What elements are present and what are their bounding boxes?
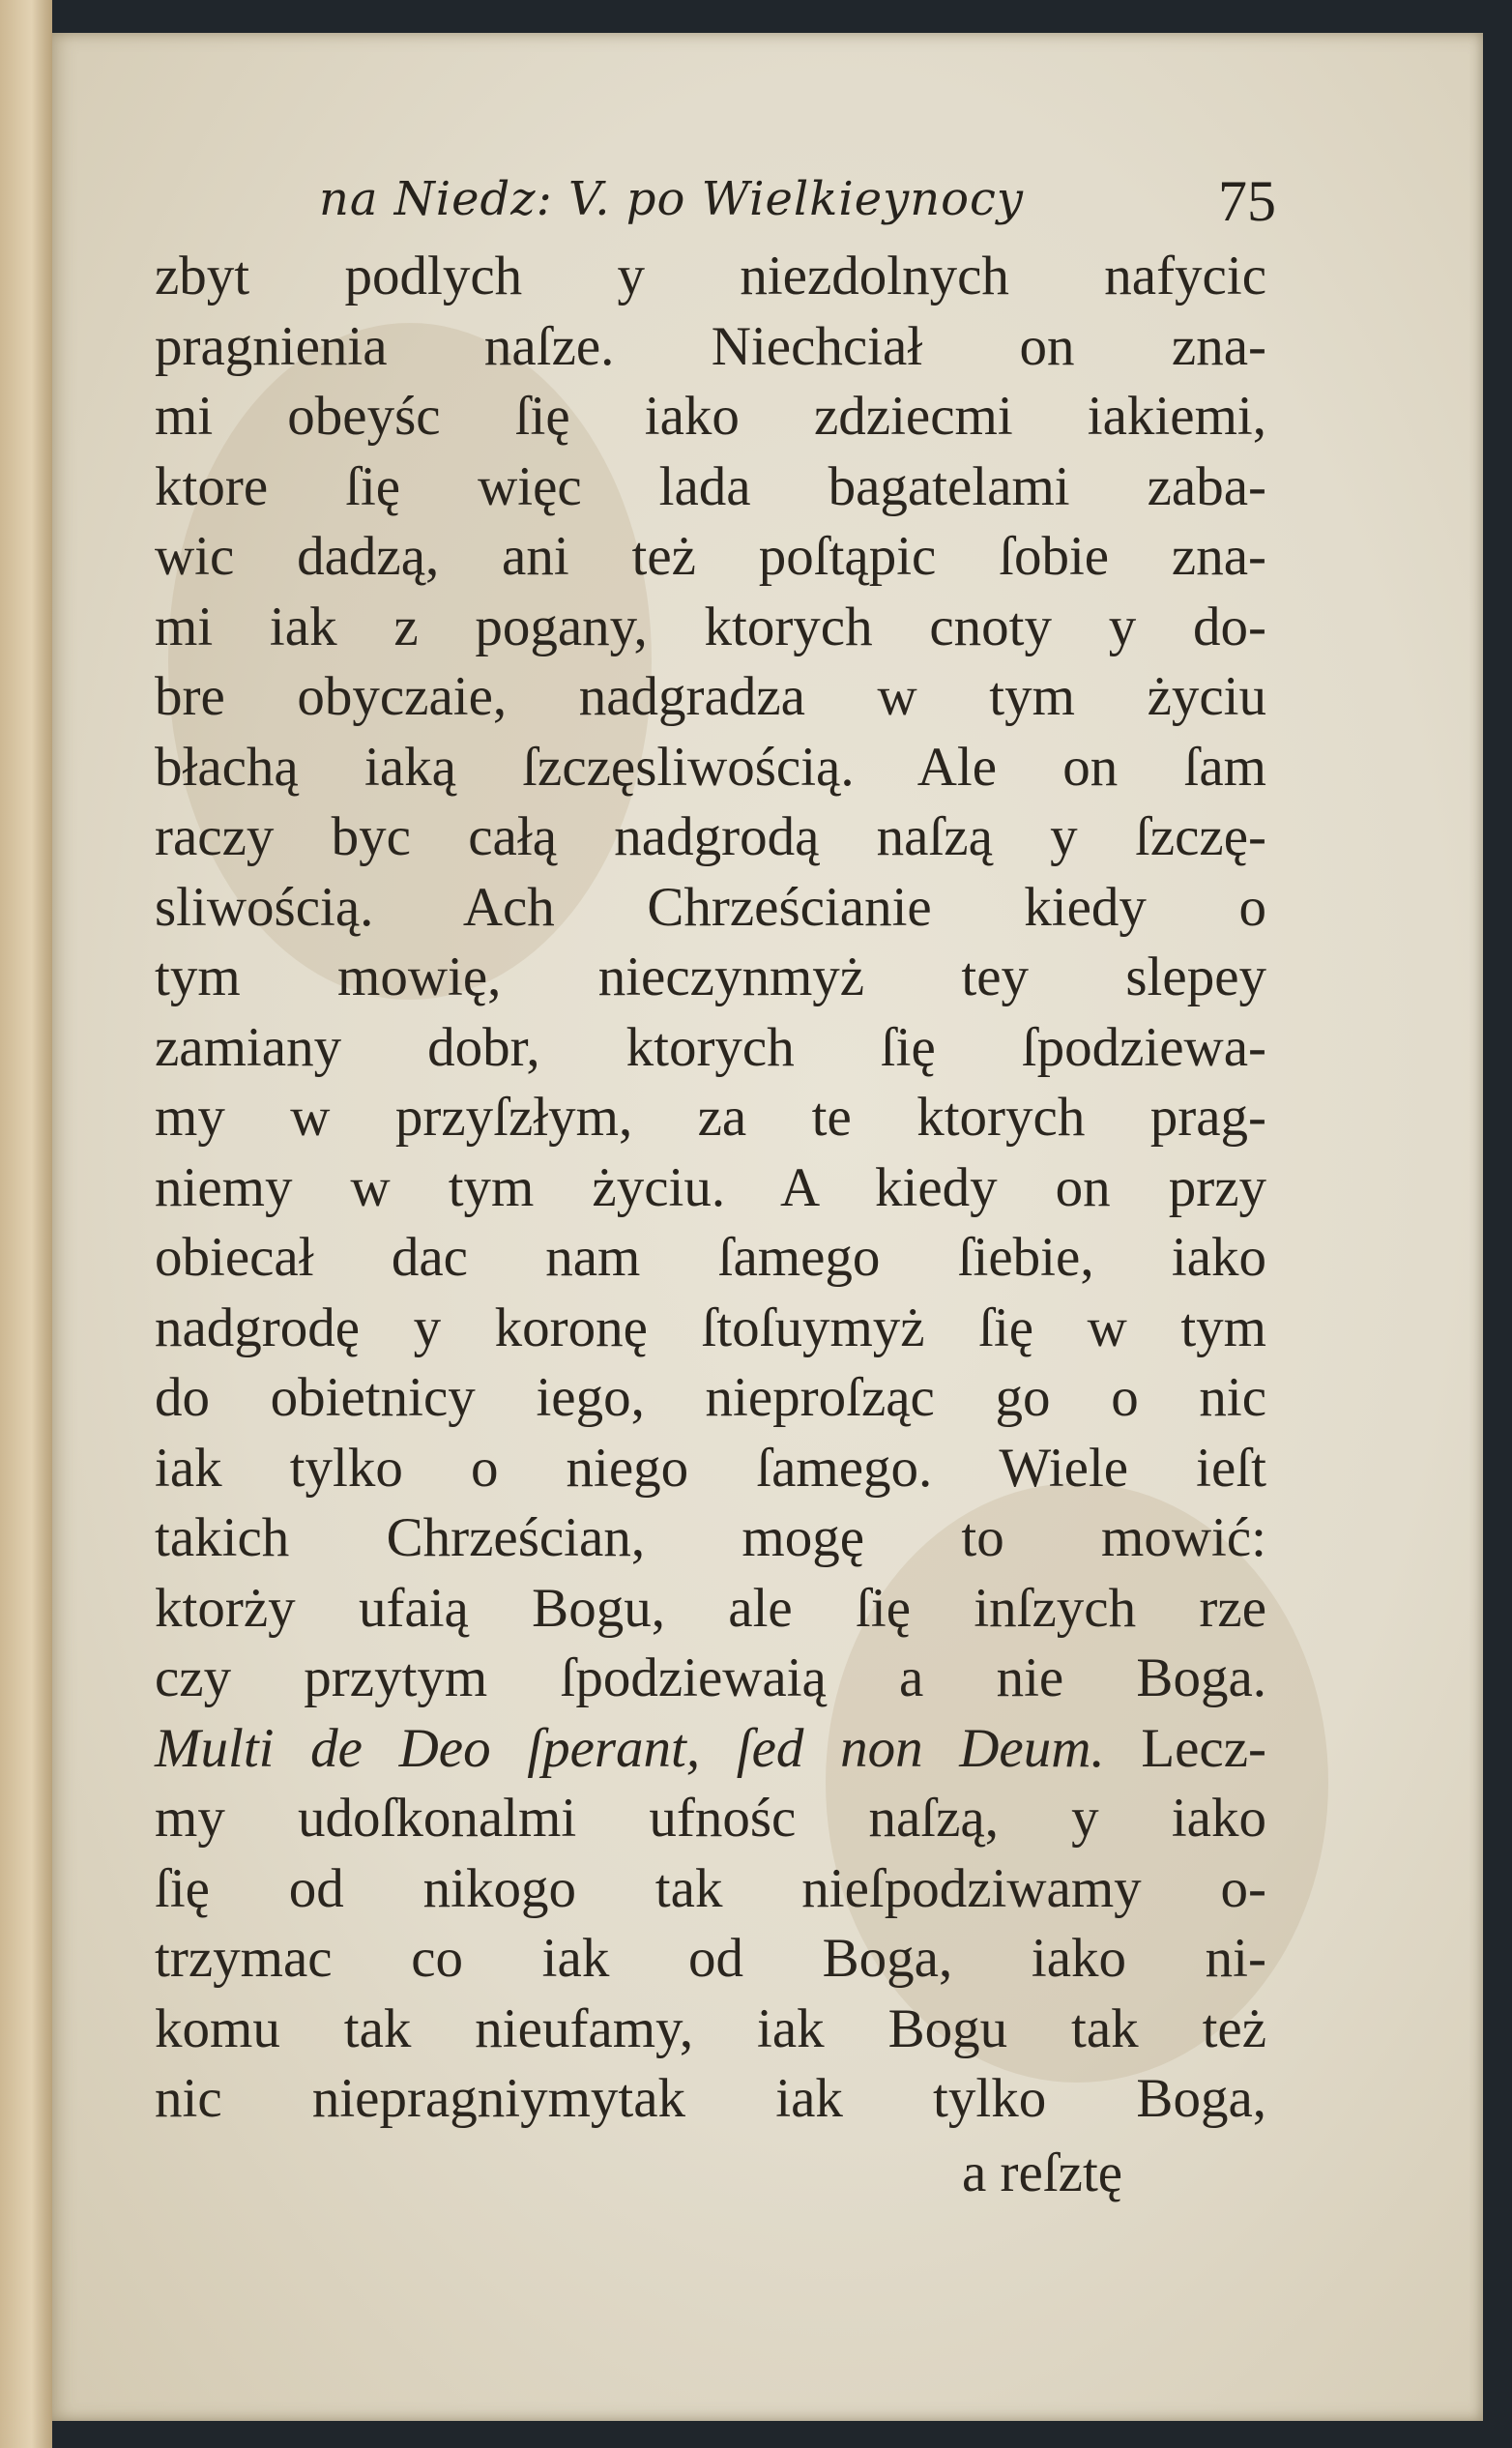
text-line: zamiany dobr, ktorych ſię ſpodziewa-: [155, 1016, 1266, 1078]
running-head: [261, 169, 1276, 240]
text-line: komu tak nieufamy, iak Bogu tak też: [155, 1997, 1266, 2059]
text-line: ſię od nikogo tak nieſpodziwamy o-: [155, 1857, 1266, 1919]
text-line: obiecał dac nam ſamego ſiebie, iako: [155, 1227, 1266, 1288]
text-line: my w przyſzłym, za te ktorych prag-: [155, 1087, 1266, 1148]
text-line: iak tylko o niego ſamego. Wiele ieſt: [155, 1437, 1266, 1499]
body-text: [155, 242, 1266, 2135]
text-line: błachą iaką ſzczęsliwością. Ale on ſam: [155, 736, 1266, 798]
text-line: do obietnicy iego, nieproſząc go o nic: [155, 1367, 1266, 1428]
text-line: sliwością. Ach Chrześcianie kiedy o: [155, 876, 1266, 938]
text-line: ktorży ufaią Bogu, ale ſię inſzych rze: [155, 1577, 1266, 1639]
text-line: zbyt podlych y niezdolnych nafycic: [155, 246, 1266, 306]
text-line: mi iak z pogany, ktorych cnoty y do-: [155, 596, 1266, 657]
page-number: 75: [1218, 169, 1276, 233]
text-line: tym mowię, nieczynmyż tey slepey: [155, 947, 1266, 1007]
text-line: nic niepragniymytak iak tylko Boga,: [155, 2068, 1266, 2129]
latin-quote: Multi de Deo ſperant, ſed non Deum.: [155, 1717, 1105, 1779]
text-line: czy przytym ſpodziewaią a nie Boga.: [155, 1647, 1266, 1708]
text-line: wic dadzą, ani też poſtąpic ſobie zna-: [155, 526, 1266, 587]
text-line: pragnienia naſze. Niechciał on zna-: [155, 315, 1266, 377]
book-spine-edge: [0, 0, 52, 2448]
text-line: ktore ſię więc lada bagatelami zaba-: [155, 455, 1266, 517]
text-line: mi obeyśc ſię iako zdziecmi iakiemi,: [155, 386, 1266, 447]
text-line: nadgrodę y koronę ſtoſuymyż ſię w tym: [155, 1297, 1266, 1358]
text-line: raczy byc całą nadgrodą naſzą y ſzczę-: [155, 806, 1266, 867]
latin-quote-line: [155, 1714, 1266, 1785]
running-title: na Niedz: V. po Wielkieynocy: [319, 172, 1025, 226]
text-line: my udoſkonalmi ufnośc naſzą, y iako: [155, 1788, 1266, 1849]
text-fragment: Lecz-: [1141, 1717, 1267, 1779]
text-line: trzymac co iak od Boga, iako ni-: [155, 1928, 1266, 1989]
text-line: takich Chrześcian, mogę to mowić:: [155, 1507, 1266, 1568]
text-line: bre obyczaie, nadgradza w tym życiu: [155, 666, 1266, 727]
text-line: niemy w tym życiu. A kiedy on przy: [155, 1156, 1266, 1218]
catchword: a reſztę: [962, 2142, 1123, 2203]
